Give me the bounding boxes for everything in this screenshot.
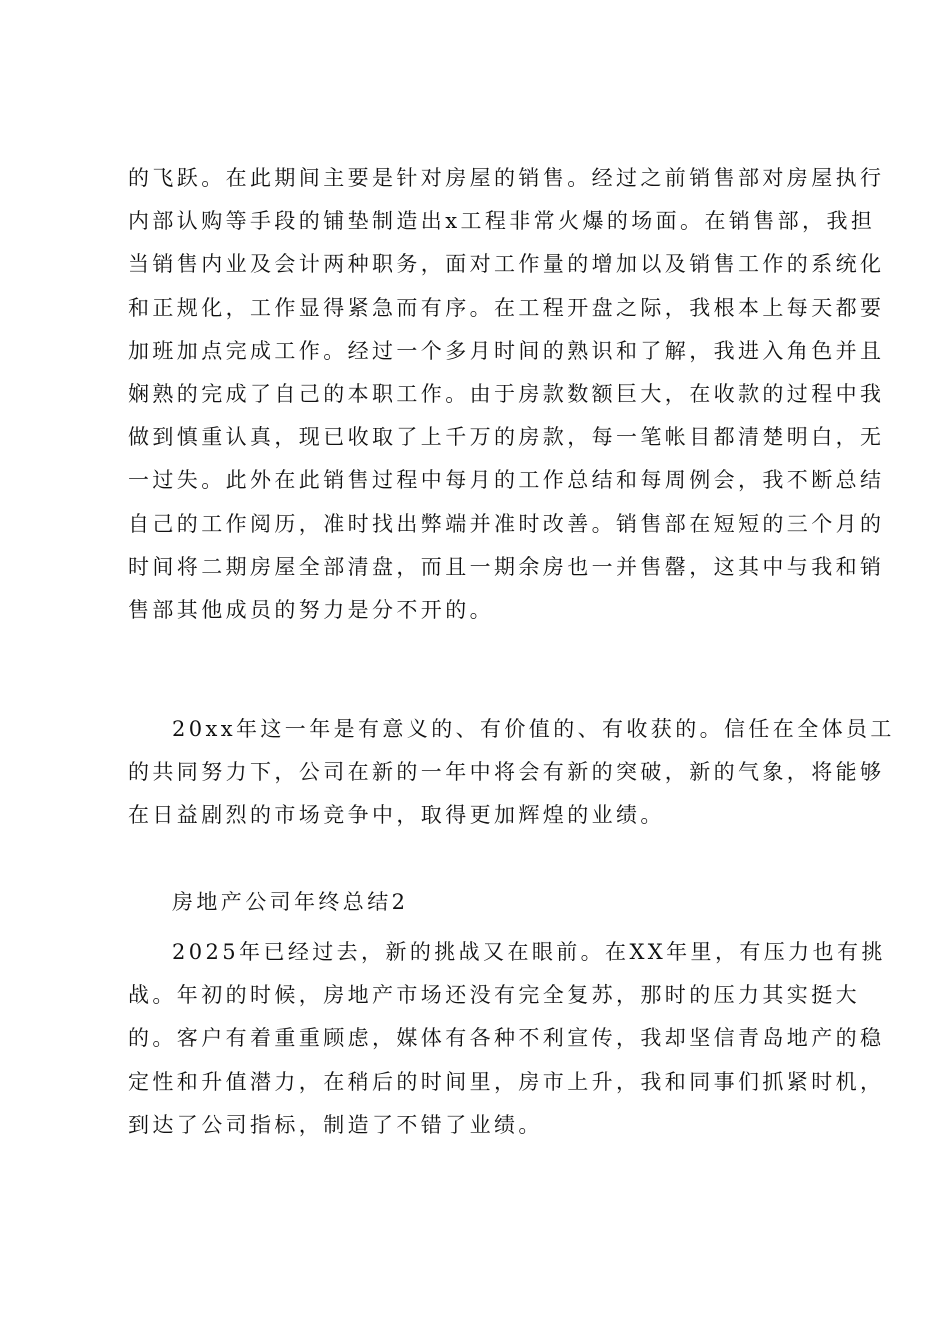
- text-line: 时间将二期房屋全部清盘，而且一期余房也一并售罄，这其中与我和销: [128, 554, 885, 579]
- text-line: 的。客户有着重重顾虑，媒体有各种不利宣传，我却坚信青岛地产的稳: [128, 1026, 885, 1051]
- text-line: 自己的工作阅历，准时找出弊端并准时改善。销售部在短短的三个月的: [128, 511, 885, 536]
- text-line: 定性和升值潜力，在稍后的时间里，房市上升，我和同事们抓紧时机，: [128, 1069, 885, 1094]
- text-line: 售部其他成员的努力是分不开的。: [128, 597, 494, 622]
- text-line: 战。年初的时候，房地产市场还没有完全复苏，那时的压力其实挺大: [128, 983, 860, 1008]
- text-line: 内部认购等手段的铺垫制造出x工程非常火爆的场面。在销售部，我担: [128, 209, 876, 234]
- section-heading: [128, 881, 832, 924]
- text-line: 和正规化，工作显得紧急而有序。在工程开盘之际，我根本上每天都要: [128, 295, 885, 320]
- heading-text: 房地产公司年终总结2: [172, 890, 409, 914]
- text-line: 在日益剧烈的市场竞争中，取得更加辉煌的业绩。: [128, 803, 665, 828]
- paragraph-new-year: [128, 931, 886, 1147]
- paragraph-work-summary: [128, 157, 885, 632]
- text-line: 20xx年这一年是有意义的、有价值的、有收获的。信任在全体员工: [172, 717, 895, 741]
- text-line: 娴熟的完成了自己的本职工作。由于房款数额巨大，在收款的过程中我: [128, 381, 885, 406]
- text-line: 当销售内业及会计两种职务，面对工作量的增加以及销售工作的系统化: [128, 252, 885, 277]
- text-line: 2025年已经过去，新的挑战又在眼前。在XX年里，有压力也有挑: [172, 940, 886, 964]
- text-line: 加班加点完成工作。经过一个多月时间的熟识和了解，我进入角色并且: [128, 338, 885, 363]
- text-line: 做到慎重认真，现已收取了上千万的房款，每一笔帐目都清楚明白，无: [128, 425, 885, 450]
- paragraph-year-review: [128, 708, 895, 838]
- text-line: 一过失。此外在此销售过程中每月的工作总结和每周例会，我不断总结: [128, 468, 885, 493]
- text-line: 到达了公司指标，制造了不错了业绩。: [128, 1112, 543, 1137]
- text-line: 的飞跃。在此期间主要是针对房屋的销售。经过之前销售部对房屋执行: [128, 166, 885, 190]
- text-line: 的共同努力下，公司在新的一年中将会有新的突破，新的气象，将能够: [128, 760, 885, 785]
